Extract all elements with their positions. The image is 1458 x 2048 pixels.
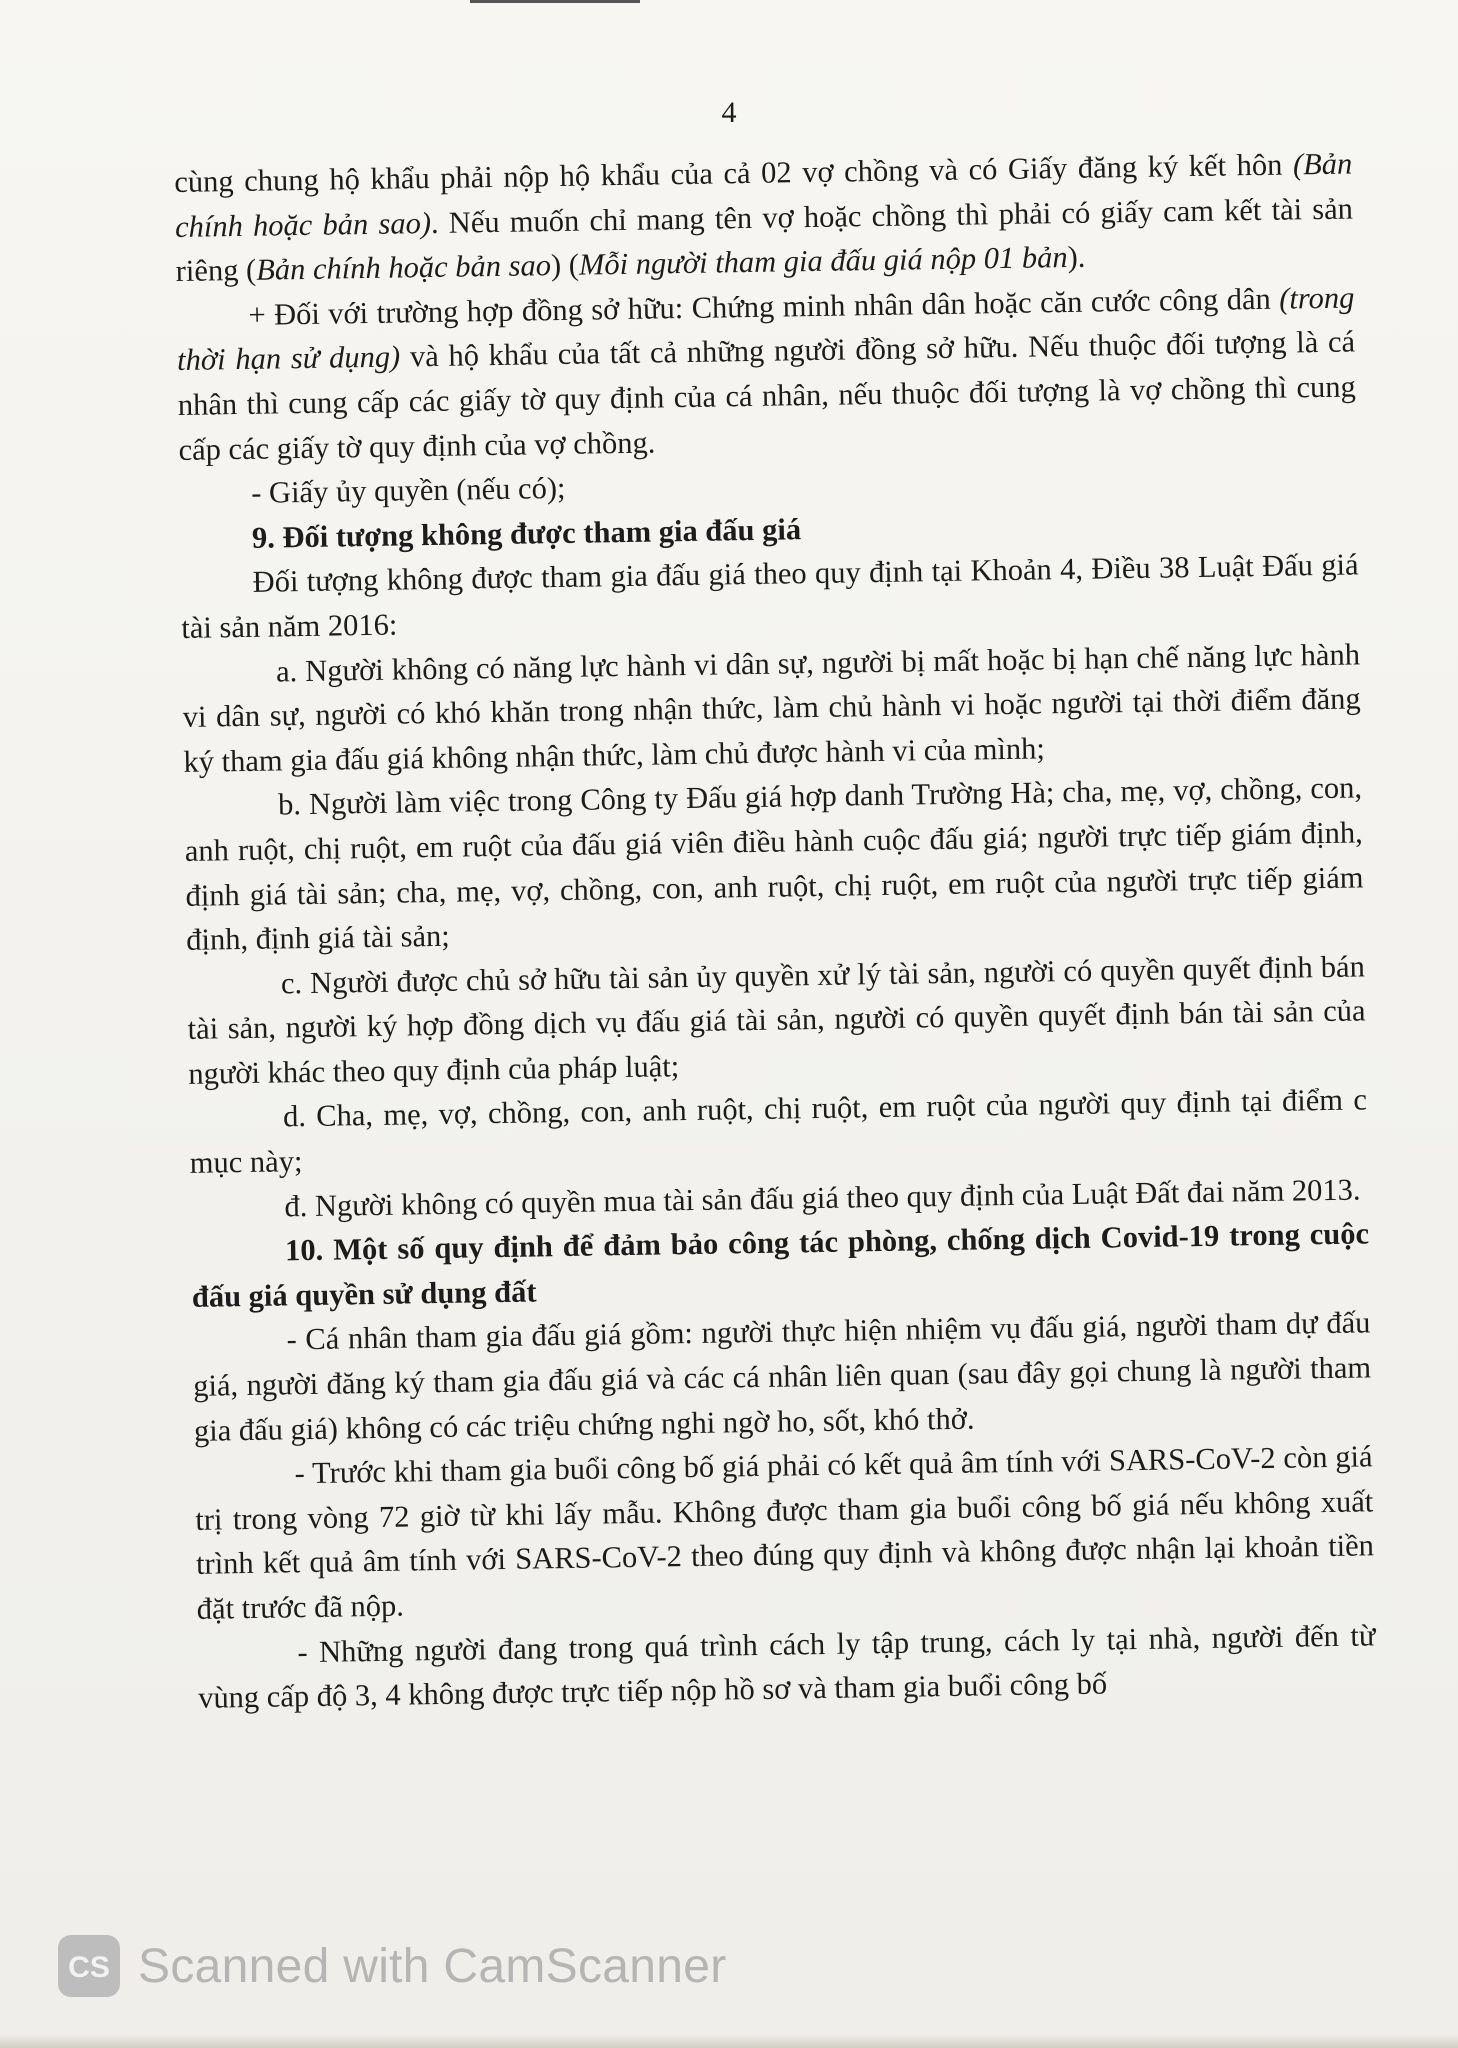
paragraph-covid-test: - Trước khi tham gia buổi công bố giá phải có kết quả âm tính với SARS-CoV-2 còn giá trị trong vòng 72 giờ từ khi lấy mẫu. Không được tham gia buổi công bố giá nếu không xuất trình kết quả âm tính với SARS-CoV-2 theo đúng quy định và không được nhận lại khoản tiền đặt trước đã nộp. [195, 1439, 1375, 1626]
watermark-text: Scanned with CamScanner [138, 1939, 727, 1993]
camscanner-logo-icon [58, 1935, 120, 1997]
bottom-scan-edge [0, 2034, 1458, 2048]
camscanner-watermark [58, 1934, 727, 1998]
paragraph-ineligible-intro: Đối tượng không được tham gia đấu giá theo quy định tại Khoản 4, Điều 38 Luật Đấu giá tài sản năm 2016: [181, 547, 1359, 645]
svg-text:CS: CS [68, 1951, 110, 1984]
list-item-b: b. Người làm việc trong Công ty Đấu giá hợp danh Trường Hà; cha, mẹ, vợ, chồng, con, anh ruột, chị ruột, em ruột của đấu giá viên điều hành cuộc đấu giá; người trực tiếp giám định, định giá tài sản; cha, mẹ, vợ, chồng, con, anh ruột, chị ruột, em ruột của người trực tiếp giám định, định giá tài sản; [184, 770, 1364, 957]
document-body [174, 141, 1376, 1720]
list-item-c: c. Người được chủ sở hữu tài sản ủy quyền xử lý tài sản, người có quyền quyết định bán tài sản, người ký hợp đồng dịch vụ đấu giá tài sản, người có quyền quyết định bán tài sản của người khác theo quy định của pháp luật; [187, 949, 1366, 1091]
list-item-d: d. Cha, mẹ, vợ, chồng, con, anh ruột, chị ruột, em ruột của người quy định tại điểm c mục này; [189, 1082, 1368, 1180]
top-edge-rule [470, 0, 640, 3]
paragraph-covid-participants: - Cá nhân tham gia đấu giá gồm: người thực hiện nhiệm vụ đấu giá, người tham dự đấu giá, người đăng ký tham gia đấu giá và các cá nhân liên quan (sau đây gọi chung là người tham gia đấu giá) không có các triệu chứng nghi ngờ ho, sốt, khó thở. [192, 1305, 1372, 1448]
list-item-dd: đ. Người không có quyền mua tài sản đấu giá theo quy định của Luật Đất đai năm 2013. [284, 1172, 1361, 1224]
paragraph-quarantine: - Những người đang trong quá trình cách ly tập trung, cách ly tại nhà, người đến từ vùng cấp độ 3, 4 không được trực tiếp nộp hồ sơ và tham gia buổi công bố [197, 1617, 1376, 1715]
paragraph-household: cùng chung hộ khẩu phải nộp hộ khẩu của cả 02 vợ chồng và có Giấy đăng ký kết hôn (Bản chính hoặc bản sao). Nếu muốn chỉ mang tên vợ hoặc chồng thì phải có giấy cam kết tài sản riêng (Bản chính hoặc bản sao) (Mỗi người tham gia đấu giá nộp 01 bản). [174, 146, 1354, 289]
paragraph-co-ownership: + Đối với trường hợp đồng sở hữu: Chứng minh nhân dân hoặc căn cước công dân (trong thời hạn sử dụng) và hộ khẩu của tất cả những người đồng sở hữu. Nếu thuộc đối tượng là cá nhân thì cung cấp các giấy tờ quy định của cá nhân, nếu thuộc đối tượng là vợ chồng thì cung cấp các giấy tờ quy định của vợ chồng. [176, 280, 1356, 467]
heading-section-10: 10. Một số quy định để đảm bảo công tác phòng, chống dịch Covid-19 trong cuộc đấu giá quyền sử dụng đất [191, 1216, 1370, 1314]
paragraph-power-of-attorney: - Giấy ủy quyền (nếu có); [250, 471, 566, 510]
list-item-a: a. Người không có năng lực hành vi dân sự, người bị mất hoặc bị hạn chế năng lực hành vi dân sự, người có khó khăn trong nhận thức, làm chủ hành vi hoặc người tại thời điểm đăng ký tham gia đấu giá không nhận thức, làm chủ được hành vi của mình; [182, 636, 1361, 779]
page-number: 4 [721, 96, 737, 129]
heading-section-9: 9. Đối tượng không được tham gia đấu giá [251, 511, 802, 555]
